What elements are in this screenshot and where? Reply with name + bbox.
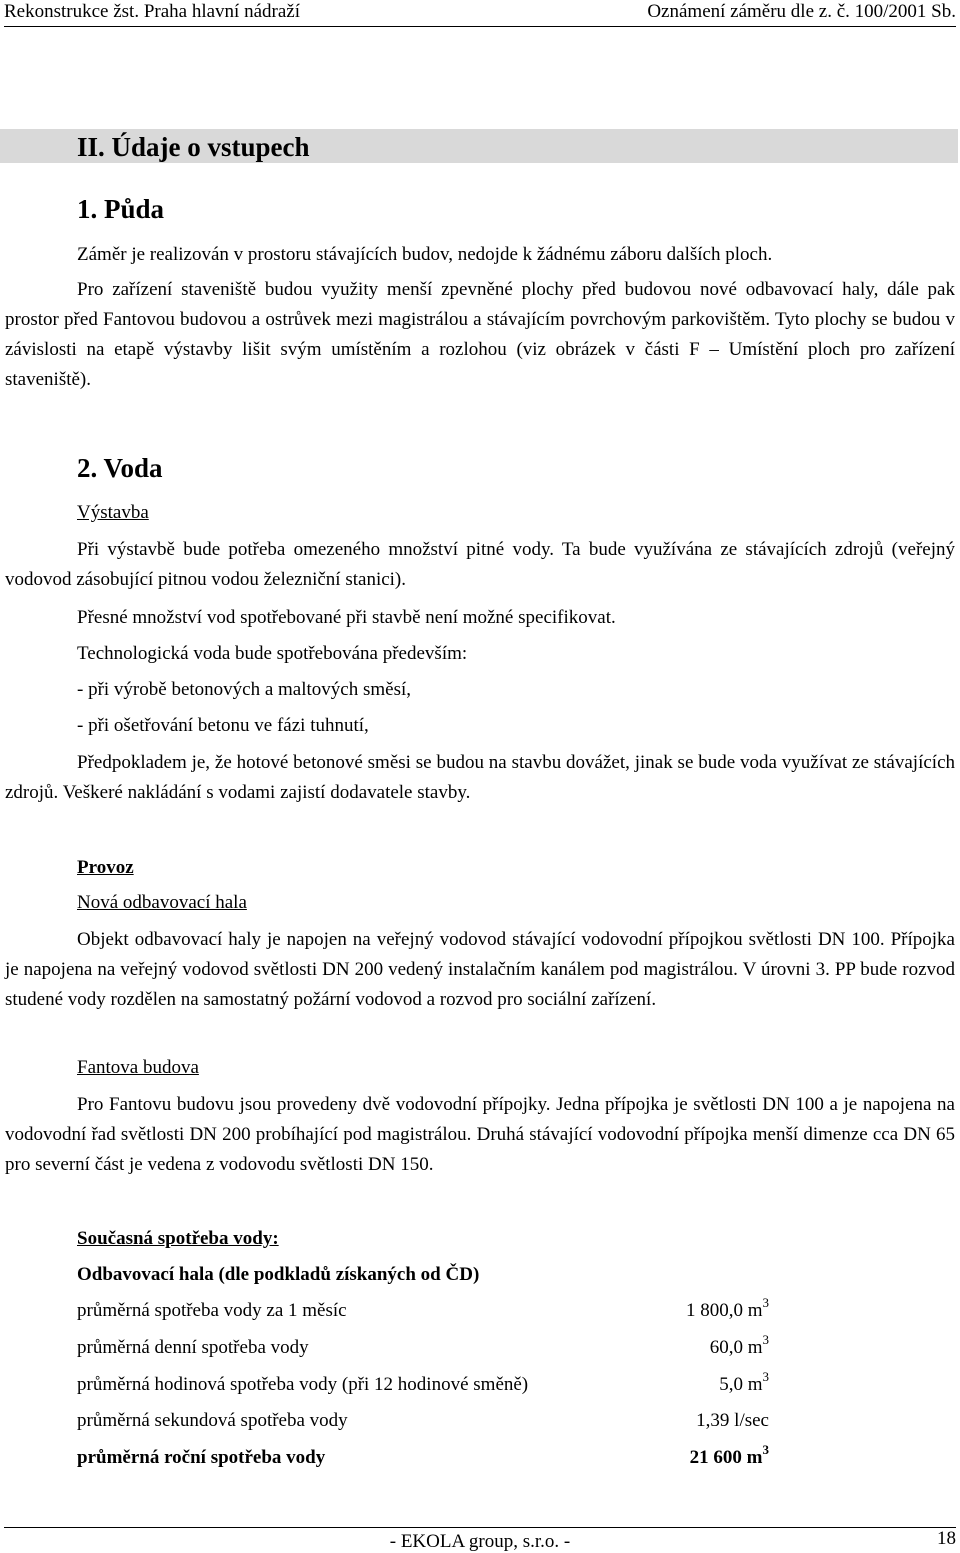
construction-list-item-2: - při ošetřování betonu ve fázi tuhnutí, [77,715,369,736]
construction-paragraph-4: Předpokladem je, že hotové betonové směsi se budou na stavbu dovážet, jinak se bude voda využívat ze stávajících zdrojů. Veškeré nakládání s vodami zajistí dodavatele stavby. [5,752,955,803]
subheading-fanta-building: Fantova budova [77,1057,199,1078]
consumption-label: průměrná denní spotřeba vody [77,1337,309,1358]
consumption-value: 1 800,0 $m^3$ [685,1294,769,1321]
unit-exponent: 3 [762,1331,769,1347]
section-title-bar [0,129,958,163]
consumption-label: průměrná roční spotřeba vody [77,1447,326,1468]
consumption-row [77,1370,769,1400]
soil-paragraph-1: Záměr je realizován v prostoru stávajících budov, nedojde k žádnému záboru dalších ploch. [77,244,773,265]
consumption-value: 21 600 $m^3$ [689,1441,769,1468]
running-header [4,0,956,27]
fanta-building-paragraph: Pro Fantovu budovu jsou provedeny dvě vodovodní přípojky. Jedna přípojka je světlosti DN 100 a je napojena na vodovodní řad světlosti DN 200 probíhající pod magistrálou. Druhá stávající vodovodní přípojka menší dimenze cca DN 65 pro severní část je vedena z vodovodu světlosti DN 150. [5,1094,955,1175]
consumption-value: 5,0 $m^3$ [719,1368,769,1395]
heading-water: 2. Voda [77,453,163,483]
heading-soil: 1. Půda [77,194,165,224]
consumption-row [77,1406,769,1436]
consumption-row [77,1333,769,1363]
construction-paragraph-1: Při výstavbě bude potřeba omezeného množství pitné vody. Ta bude využívána ze stávajících zdrojů (veřejný vodovod zásobující pitnou vodou železniční stanici). [5,539,955,590]
consumption-label: průměrná sekundová spotřeba vody [77,1410,348,1431]
subheading-new-hall: Nová odbavovací hala [77,892,247,913]
subheading-operation: Provoz [77,857,134,878]
subheading-water-consumption: Současná spotřeba vody: [77,1228,279,1249]
page-footer [4,1527,956,1552]
soil-paragraph-2: Pro zařízení staveniště budou využity menší zpevněné plochy před budovou nové odbavovací haly, dále pak prostor před Fantovou budovou a ostrůvek mezi magistrálou a stávajícím povrchovým parkovištěm. Tyto plochy se budou v závislosti na etapě výstavby lišit svým umístěním a rozlohou (viz obrázek v části F – Umístění ploch pro zařízení staveniště). [5,279,955,390]
construction-list-item-1: - při výrobě betonových a maltových směsí, [77,679,412,700]
consumption-row-annual [77,1443,769,1473]
new-hall-paragraph: Objekt odbavovací haly je napojen na veřejný vodovod stávající vodovodní přípojkou světlosti DN 100. Přípojka je napojena na veřejný vodovod světlosti DN 200 vedený instalačním kanálem pod magistrálou. V úrovni 3. PP bude rozvod studené vody rozdělen na samostatný požární vodovod a rozvod pro sociální zařízení. [5,929,955,1010]
header-project-title: Rekonstrukce žst. Praha hlavní nádraží [4,1,300,22]
construction-paragraph-2: Přesné množství vod spotřebované při stavbě není možné specifikovat. [77,607,616,628]
subheading-construction: Výstavba [77,502,149,523]
unit-exponent: 3 [762,1368,769,1384]
consumption-subheading: Odbavovací hala (dle podkladů získaných od ČD) [77,1264,480,1285]
unit-exponent: 3 [762,1294,769,1310]
consumption-row [77,1296,769,1326]
section-title: II. Údaje o vstupech [77,132,310,162]
consumption-label: průměrná spotřeba vody za 1 měsíc [77,1300,347,1321]
unit-exponent: 3 [762,1441,769,1457]
consumption-value: 60,0 $m^3$ [709,1331,769,1358]
page-number: 18 [937,1528,956,1549]
consumption-label: průměrná hodinová spotřeba vody (při 12 hodinové směně) [77,1374,529,1395]
header-document-type: Oznámení záměru dle z. č. 100/2001 Sb. [647,1,956,22]
construction-paragraph-3: Technologická voda bude spotřebována především: [77,643,468,664]
consumption-value: 1,39 l/sec [696,1410,769,1431]
footer-company: - EKOLA group, s.r.o. - [389,1531,571,1552]
